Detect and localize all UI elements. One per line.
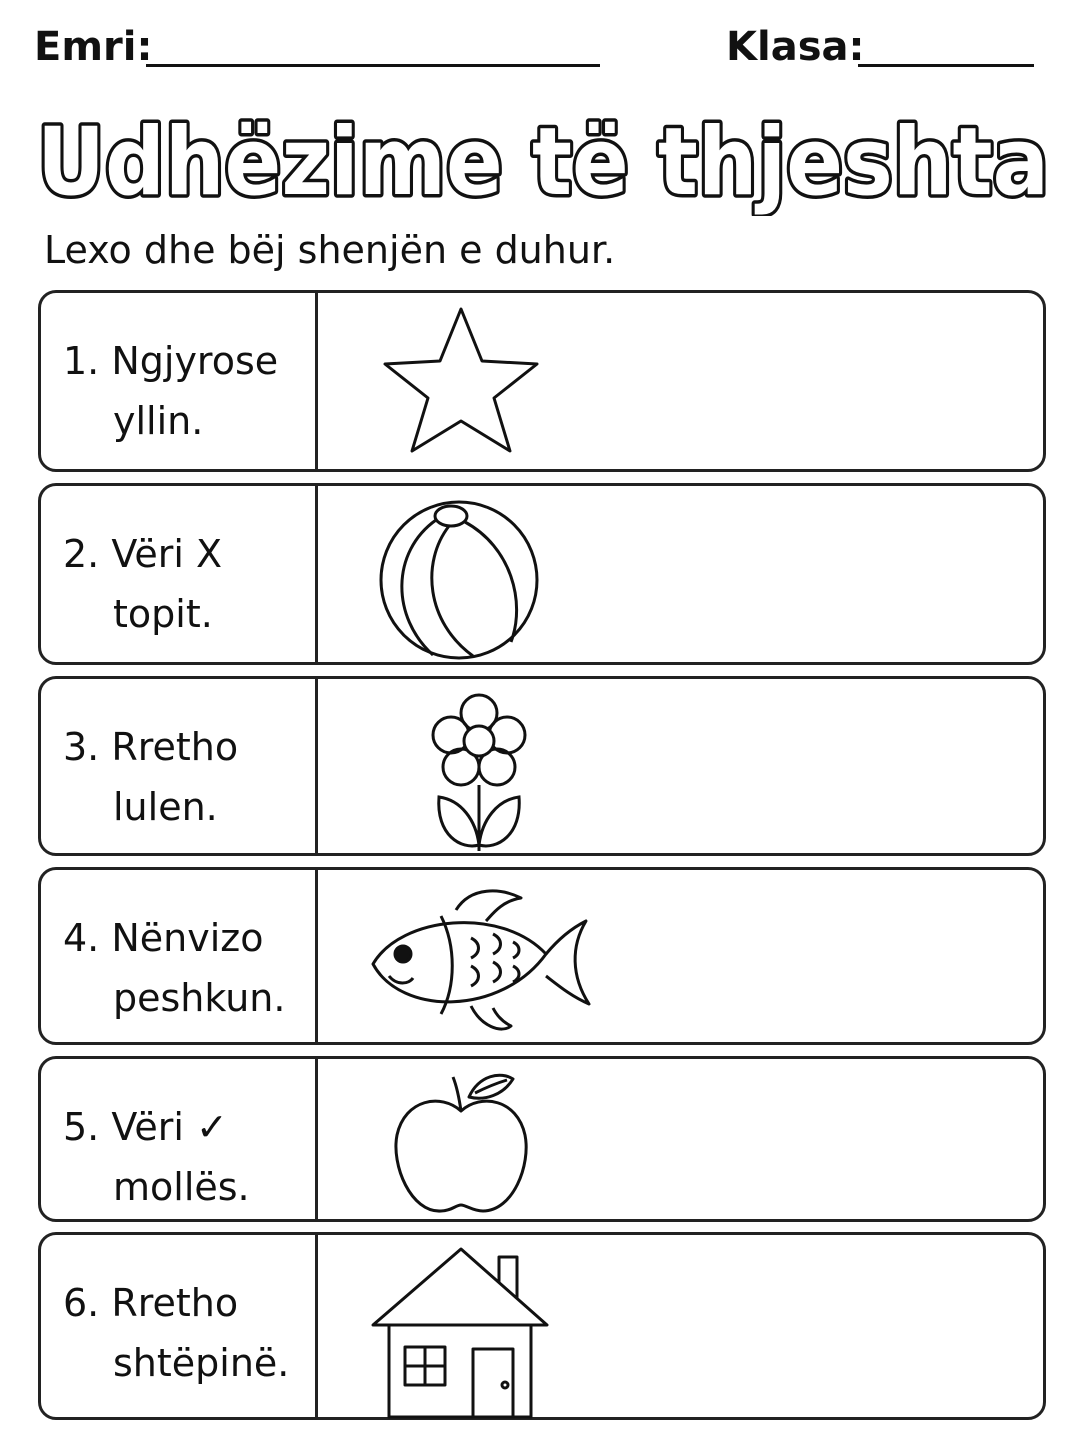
task-line-2: topit. bbox=[113, 592, 213, 636]
task-text bbox=[63, 908, 285, 1028]
task-line-1: 6. Rretho bbox=[63, 1281, 239, 1325]
name-field[interactable] bbox=[34, 24, 152, 70]
task-row-5 bbox=[38, 1056, 1046, 1222]
task-row-1 bbox=[38, 290, 1046, 472]
row-divider bbox=[315, 679, 318, 853]
fish-icon[interactable] bbox=[361, 876, 611, 1046]
task-text bbox=[63, 1097, 250, 1217]
class-blank[interactable] bbox=[858, 64, 1034, 67]
instruction: Lexo dhe bëj shenjën e duhur. bbox=[44, 228, 616, 272]
row-divider bbox=[315, 486, 318, 662]
task-line-1: 2. Vëri X bbox=[63, 532, 223, 576]
task-text bbox=[63, 1273, 289, 1393]
apple-icon[interactable] bbox=[361, 1065, 561, 1225]
task-line-2: lulen. bbox=[113, 785, 218, 829]
task-text bbox=[63, 331, 278, 451]
task-row-3 bbox=[38, 676, 1046, 856]
row-divider bbox=[315, 1059, 318, 1219]
task-text bbox=[63, 717, 238, 837]
task-line-2: peshkun. bbox=[113, 976, 286, 1020]
star-icon[interactable] bbox=[361, 299, 561, 469]
house-icon[interactable] bbox=[361, 1241, 561, 1421]
task-line-1: 4. Nënvizo bbox=[63, 916, 264, 960]
row-divider bbox=[315, 293, 318, 469]
task-row-4 bbox=[38, 867, 1046, 1045]
row-divider bbox=[315, 1235, 318, 1417]
task-line-2: shtëpinë. bbox=[113, 1341, 290, 1385]
page-title bbox=[0, 96, 1086, 216]
task-line-1: 5. Vëri ✓ bbox=[63, 1105, 228, 1149]
flower-icon[interactable] bbox=[361, 685, 561, 855]
task-text bbox=[63, 524, 222, 644]
row-divider bbox=[315, 870, 318, 1042]
page-title-text: Udhëzime të thjeshta bbox=[37, 108, 1049, 216]
task-row-6 bbox=[38, 1232, 1046, 1420]
task-line-1: 1. Ngjyrose bbox=[63, 339, 279, 383]
task-line-2: mollës. bbox=[113, 1165, 250, 1209]
ball-icon[interactable] bbox=[361, 492, 561, 662]
task-line-1: 3. Rretho bbox=[63, 725, 239, 769]
name-label: Emri: bbox=[34, 24, 153, 70]
task-line-2: yllin. bbox=[113, 399, 204, 443]
task-row-2 bbox=[38, 483, 1046, 665]
name-blank[interactable] bbox=[146, 64, 600, 67]
class-label: Klasa: bbox=[726, 24, 865, 70]
class-field[interactable] bbox=[726, 24, 865, 70]
